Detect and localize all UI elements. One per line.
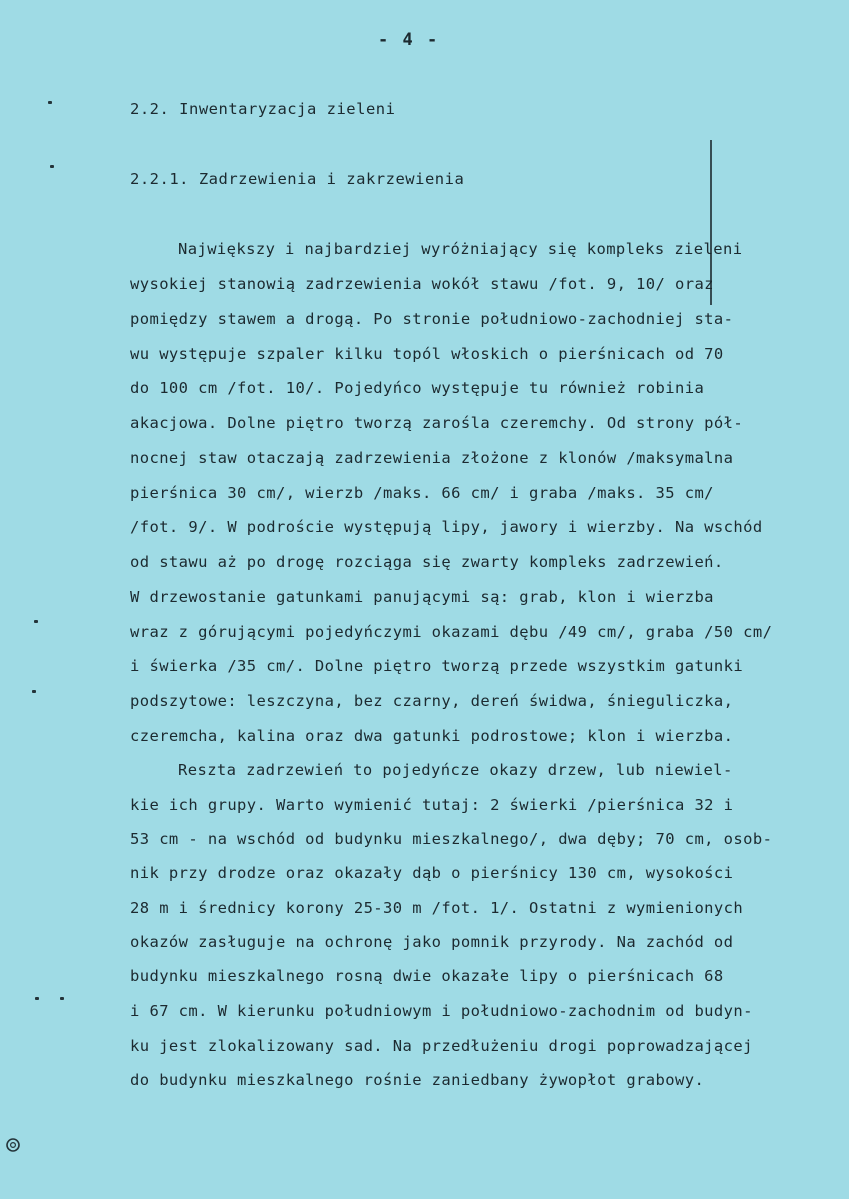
text-line: budynku mieszkalnego rosną dwie okazałe lipy o pierśnicach 68 [130,967,724,985]
text-line: i świerka /35 cm/. Dolne piętro tworzą przede wszystkim gatunki [130,657,744,675]
text-line: wysokiej stanowią zadrzewienia wokół stawu /fot. 9, 10/ oraz [130,275,714,293]
text-line: W drzewostanie gatunkami panującymi są: grab, klon i wierzba [130,588,714,606]
page-number: - 4 - [378,30,440,50]
scan-speck [48,101,52,104]
text-line: i 67 cm. W kierunku południowym i południowo-zachodnim od budyn- [130,1002,753,1020]
text-line: kie ich grupy. Warto wymienić tutaj: 2 świerki /pierśnica 32 i [130,796,734,814]
text-line: pomiędzy stawem a drogą. Po stronie południowo-zachodniej sta- [130,310,734,328]
text-line: akacjowa. Dolne piętro tworzą zarośla czeremchy. Od strony pół- [130,414,744,432]
subsection-heading: 2.2.1. Zadrzewienia i zakrzewienia [130,170,465,188]
text-line: nik przy drodze oraz okazały dąb o pierśnicy 130 cm, wysokości [130,864,734,882]
text-line: Największy i najbardziej wyróżniający się kompleks zieleni [178,240,743,258]
text-line: do budynku mieszkalnego rośnie zaniedbany żywopłot grabowy. [130,1071,705,1089]
text-line: pierśnica 30 cm/, wierzb /maks. 66 cm/ i graba /maks. 35 cm/ [130,484,714,502]
scan-speck [35,997,39,1000]
text-line: nocnej staw otaczają zadrzewienia złożone z klonów /maksymalna [130,449,734,467]
text-line: wu występuje szpaler kilku topól włoskich o pierśnicach od 70 [130,345,724,363]
text-line: od stawu aż po drogę rozciąga się zwarty kompleks zadrzewień. [130,553,724,571]
text-line: /fot. 9/. W podroście występują lipy, jawory i wierzby. Na wschód [130,518,763,536]
text-line: ku jest zlokalizowany sad. Na przedłużeniu drogi poprowadzającej [130,1037,753,1055]
stamp-icon [4,1136,22,1154]
text-line: podszytowe: leszczyna, bez czarny, dereń świdwa, śnieguliczka, [130,692,734,710]
scan-speck [60,997,64,1000]
scan-speck [50,165,54,168]
section-heading: 2.2. Inwentaryzacja zieleni [130,100,396,118]
text-line: 28 m i średnicy korony 25-30 m /fot. 1/. Ostatni z wymienionych [130,899,744,917]
scan-speck [32,690,36,693]
text-line: do 100 cm /fot. 10/. Pojedyńco występuje tu również robinia [130,379,705,397]
text-line: 53 cm - na wschód od budynku mieszkalnego/, dwa dęby; 70 cm, osob- [130,830,773,848]
text-line: Reszta zadrzewień to pojedyńcze okazy drzew, lub niewiel- [178,761,733,779]
text-line: okazów zasługuje na ochronę jako pomnik przyrody. Na zachód od [130,933,734,951]
text-line: czeremcha, kalina oraz dwa gatunki podrostowe; klon i wierzba. [130,727,734,745]
text-line: wraz z górującymi pojedyńczymi okazami dębu /49 cm/, graba /50 cm/ [130,623,773,641]
scan-speck [34,620,38,623]
